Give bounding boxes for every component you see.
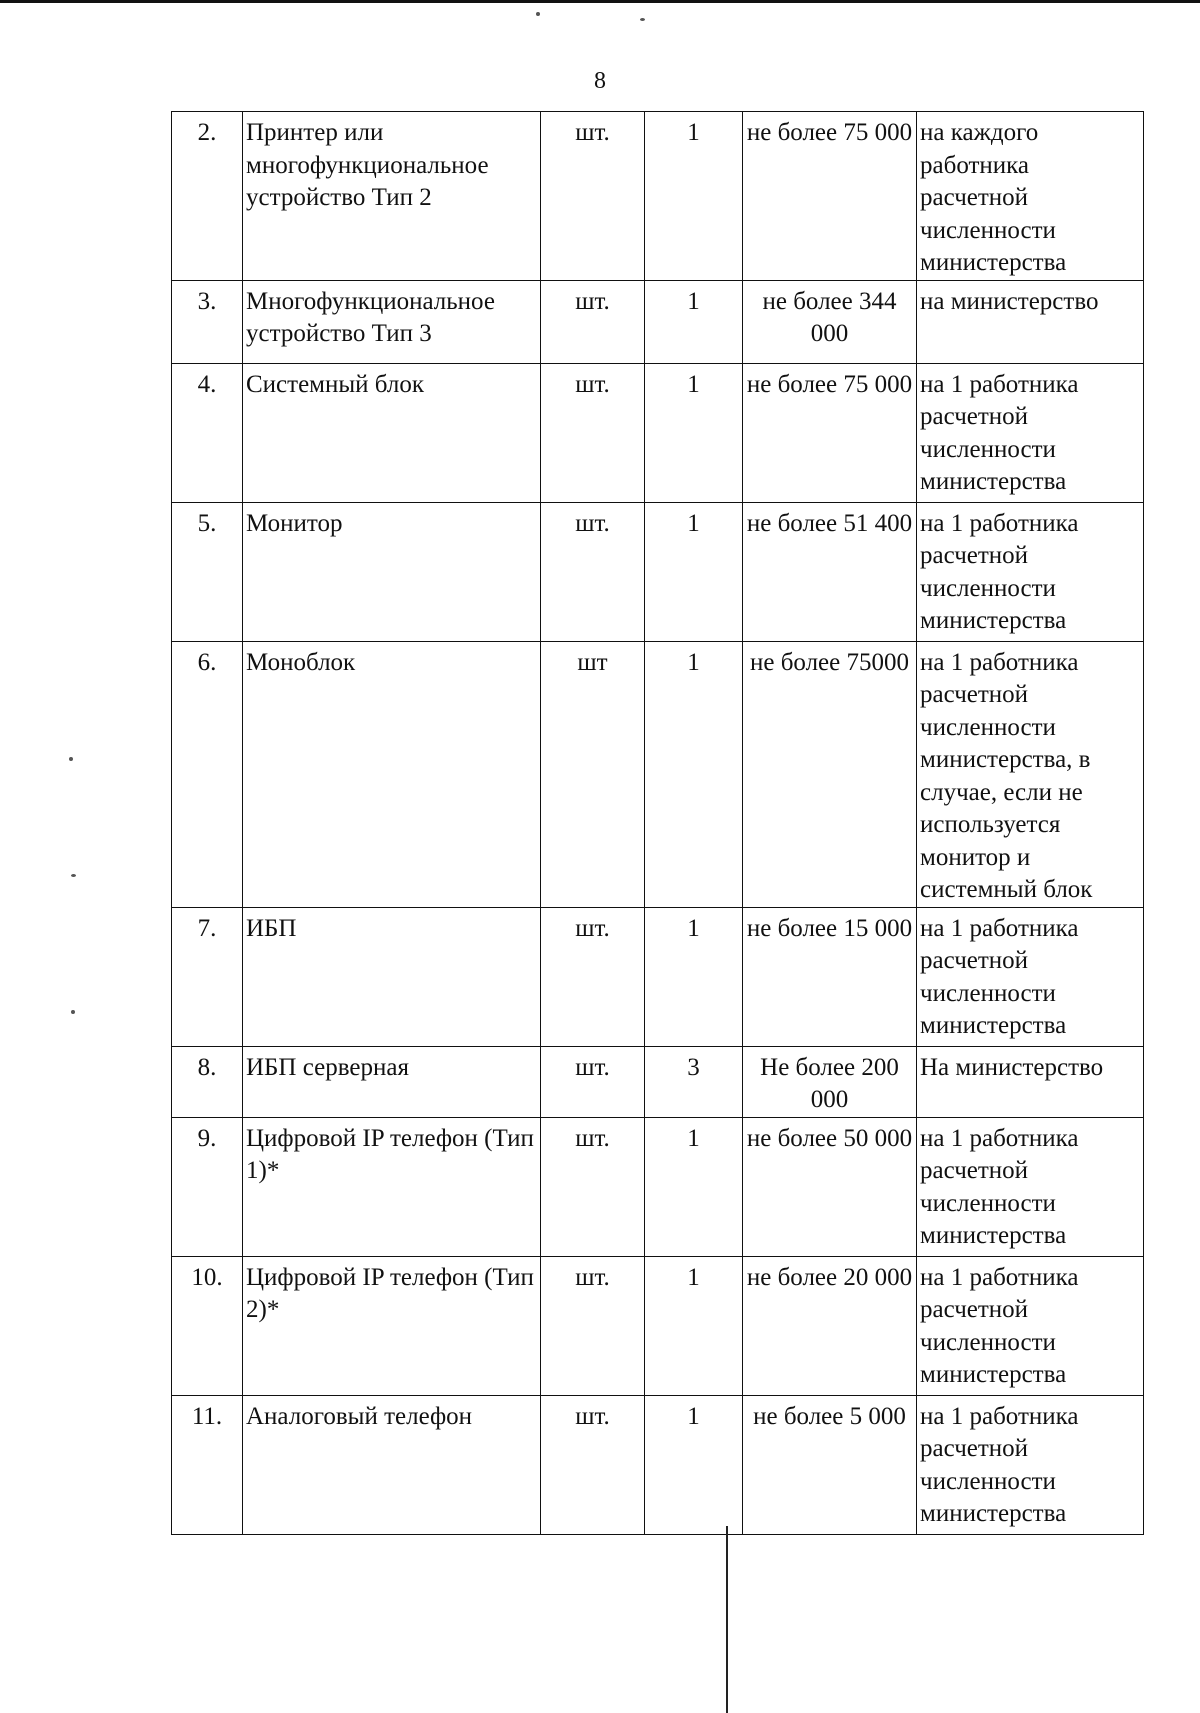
unit-of-measure: шт. <box>541 1046 645 1117</box>
table-row <box>172 1046 1144 1117</box>
row-number: 10. <box>172 1256 243 1395</box>
row-number: 9. <box>172 1117 243 1256</box>
scan-speck <box>71 1010 75 1014</box>
scan-speck <box>536 12 540 16</box>
quantity: 1 <box>645 1117 743 1256</box>
row-number: 11. <box>172 1395 243 1534</box>
allocation-note: на 1 работника расчетной численности министерства <box>917 1395 1144 1534</box>
quantity: 1 <box>645 363 743 502</box>
scan-speck <box>640 18 645 21</box>
allocation-note: на 1 работника расчетной численности министерства <box>917 1117 1144 1256</box>
quantity: 1 <box>645 280 743 363</box>
unit-of-measure: шт. <box>541 907 645 1046</box>
price-limit: не более 15 000 <box>743 907 917 1046</box>
allocation-note: на 1 работника расчетной численности министерства <box>917 363 1144 502</box>
quantity: 1 <box>645 112 743 281</box>
allocation-note: на 1 работника расчетной численности министерства <box>917 502 1144 641</box>
equipment-norms-table <box>171 111 1144 1535</box>
unit-of-measure: шт. <box>541 502 645 641</box>
unit-of-measure: шт. <box>541 363 645 502</box>
item-name: ИБП серверная <box>243 1046 541 1117</box>
unit-of-measure: шт. <box>541 1395 645 1534</box>
quantity: 3 <box>645 1046 743 1117</box>
item-name: Моноблок <box>243 641 541 907</box>
row-number: 6. <box>172 641 243 907</box>
unit-of-measure: шт <box>541 641 645 907</box>
price-limit: не более 20 000 <box>743 1256 917 1395</box>
item-name: Монитор <box>243 502 541 641</box>
table-row <box>172 641 1144 907</box>
allocation-note: на 1 работника расчетной численности министерства <box>917 1256 1144 1395</box>
item-name: Многофункциональное устройство Тип 3 <box>243 280 541 363</box>
table-row <box>172 363 1144 502</box>
table-row <box>172 1117 1144 1256</box>
price-limit: Не более 200 000 <box>743 1046 917 1117</box>
price-limit: не более 50 000 <box>743 1117 917 1256</box>
row-number: 3. <box>172 280 243 363</box>
price-limit: не более 75 000 <box>743 363 917 502</box>
item-name: Цифровой IP телефон (Тип 1)* <box>243 1117 541 1256</box>
row-number: 2. <box>172 112 243 281</box>
table-row <box>172 112 1144 281</box>
price-limit: не более 75000 <box>743 641 917 907</box>
page-number: 8 <box>594 68 606 94</box>
row-number: 4. <box>172 363 243 502</box>
item-name: ИБП <box>243 907 541 1046</box>
price-limit: не более 75 000 <box>743 112 917 281</box>
quantity: 1 <box>645 1256 743 1395</box>
price-limit: не более 51 400 <box>743 502 917 641</box>
quantity: 1 <box>645 502 743 641</box>
item-name: Аналоговый телефон <box>243 1395 541 1534</box>
top-border-line <box>0 0 1200 3</box>
price-limit: не более 5 000 <box>743 1395 917 1534</box>
allocation-note: на министерство <box>917 280 1144 363</box>
quantity: 1 <box>645 1395 743 1534</box>
allocation-note: на каждого работника расчетной численности министерства <box>917 112 1144 281</box>
unit-of-measure: шт. <box>541 1256 645 1395</box>
table-row <box>172 280 1144 363</box>
table-row <box>172 1256 1144 1395</box>
table-row <box>172 502 1144 641</box>
item-name: Цифровой IP телефон (Тип 2)* <box>243 1256 541 1395</box>
allocation-note: на 1 работника расчетной численности министерства <box>917 907 1144 1046</box>
allocation-note: на 1 работника расчетной численности министерства, в случае, если не используется монитор и системный блок <box>917 641 1144 907</box>
scan-speck <box>71 874 76 877</box>
unit-of-measure: шт. <box>541 280 645 363</box>
table-row <box>172 1395 1144 1534</box>
scan-artifact-line <box>726 1526 728 1713</box>
row-number: 5. <box>172 502 243 641</box>
item-name: Принтер или многофункциональное устройство Тип 2 <box>243 112 541 281</box>
row-number: 8. <box>172 1046 243 1117</box>
price-limit: не более 344 000 <box>743 280 917 363</box>
unit-of-measure: шт. <box>541 1117 645 1256</box>
row-number: 7. <box>172 907 243 1046</box>
scan-speck <box>69 757 73 761</box>
quantity: 1 <box>645 907 743 1046</box>
item-name: Системный блок <box>243 363 541 502</box>
allocation-note: На министерство <box>917 1046 1144 1117</box>
quantity: 1 <box>645 641 743 907</box>
unit-of-measure: шт. <box>541 112 645 281</box>
table-row <box>172 907 1144 1046</box>
